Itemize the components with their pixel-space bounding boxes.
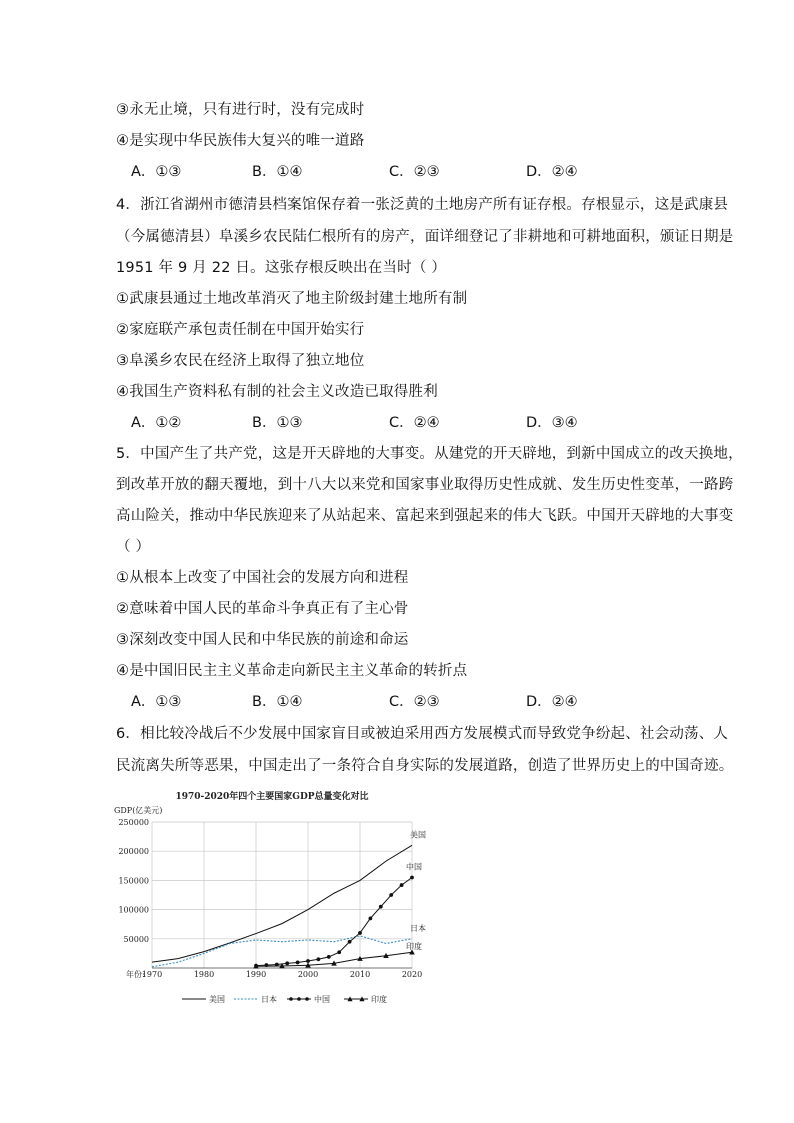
chart-ylabel: GDP(亿美元) (114, 806, 163, 815)
legend-label: 中国 (314, 995, 330, 1004)
series-line-0 (152, 845, 412, 962)
chart-xlabel: 年份: (126, 970, 145, 979)
y-tick-label: 200000 (118, 847, 149, 857)
q5-option-b: B．①④ (252, 694, 303, 710)
q5-item-2: ②意味着中国人民的革命斗争真正有了主心骨 (116, 601, 409, 617)
data-point-marker (389, 893, 393, 897)
x-tick-label: 1980 (193, 970, 215, 979)
q5-option-d: D．②④ (526, 694, 578, 710)
q3-item-3: ③永无止境，只有进行时，没有完成时 (116, 102, 365, 118)
legend-marker (289, 997, 293, 1001)
legend-marker (305, 997, 309, 1001)
data-point-marker (327, 955, 331, 959)
q3-item-4: ④是实现中华民族伟大复兴的唯一道路 (116, 133, 365, 149)
q5-stem-line-1: 5．中国产生了共产党，这是开天辟地的大事变。从建党的开天辟地，到新中国成立的改天换地， (116, 446, 743, 462)
y-tick-label: 100000 (118, 905, 149, 915)
q4-item-1: ①武康县通过土地改革消灭了地主阶级封建土地所有制 (116, 291, 468, 307)
q5-item-3: ③深刻改变中国人民和中华民族的前途和命运 (116, 632, 409, 648)
series-end-label: 印度 (406, 942, 422, 952)
data-point-marker (285, 961, 289, 965)
q4-stem-line-1: 4．浙江省湖州市德清县档案馆保存着一张泛黄的土地房产所有证存根。存根显示，这是武康县 (116, 197, 729, 213)
y-tick-label: 50000 (123, 934, 149, 944)
q3-option-d: D．②④ (526, 164, 578, 180)
chart-title: 1970-2020年四个主要国家GDP总量变化对比 (175, 792, 369, 802)
q4-option-a: A．①② (131, 415, 182, 431)
q4-option-c: C．②④ (389, 415, 440, 431)
q4-item-2: ②家庭联产承包责任制在中国开始实行 (116, 322, 365, 338)
x-tick-label: 1970 (141, 970, 163, 979)
data-point-marker (348, 940, 352, 944)
chart-legend (182, 994, 387, 1004)
q4-stem-line-2: （今属德清县）阜溪乡农民陆仁根所有的房产，面详细登记了非耕地和可耕地面积，颁证日期是 (116, 229, 734, 245)
series-line-2 (256, 877, 412, 965)
q4-item-4: ④我国生产资料私有制的社会主义改造已取得胜利 (116, 384, 438, 400)
series-end-label: 日本 (410, 923, 426, 933)
legend-label: 日本 (261, 995, 277, 1004)
data-point-marker (369, 916, 373, 920)
q4-stem-line-3: 1951 年 9 月 22 日。这张存根反映出在当时（ ） (116, 260, 447, 276)
q4-item-3: ③阜溪乡农民在经济上取得了独立地位 (116, 353, 365, 369)
x-tick-label: 1990 (245, 970, 267, 979)
data-point-marker (317, 957, 321, 961)
q3-option-c: C．②③ (389, 164, 440, 180)
data-point-marker (337, 950, 341, 954)
q5-option-a: A．①③ (131, 694, 182, 710)
chart-axes (118, 818, 422, 979)
data-point-marker (379, 905, 383, 909)
q4-option-d: D．③④ (526, 415, 578, 431)
legend-label: 美国 (209, 995, 225, 1004)
data-point-marker (400, 883, 404, 887)
series-line-1 (152, 936, 412, 967)
legend-marker (297, 997, 301, 1001)
data-point-marker (306, 959, 310, 963)
q5-option-c: C．②③ (389, 694, 440, 710)
q3-option-b: B．①④ (252, 164, 303, 180)
q6-stem-line-2: 民流离失所等恶果，中国走出了一条符合自身实际的发展道路，创造了世界历史上的中国奇迹。 (116, 758, 734, 774)
y-tick-label: 150000 (118, 876, 149, 886)
chart-series (152, 845, 415, 968)
series-end-label: 中国 (406, 862, 422, 872)
series-end-label: 美国 (410, 830, 426, 840)
data-point-marker (296, 961, 300, 965)
q6-stem-line-1: 6．相比较冷战后不少发展中国家盲目或被迫采用西方发展模式而导致党争纷起、社会动荡、人 (116, 726, 729, 742)
y-tick-label: 250000 (118, 818, 149, 827)
q4-option-b: B．①③ (252, 415, 303, 431)
data-point-marker (410, 876, 414, 880)
q5-stem-line-3: 高山险关，推动中华民族迎来了从站起来、富起来到强起来的伟大飞跃。中国开天辟地的大事变 (116, 508, 734, 524)
q5-stem-line-4: （ ） (116, 539, 151, 555)
q5-item-4: ④是中国旧民主主义革命走向新民主主义革命的转折点 (116, 663, 468, 679)
legend-label: 印度 (371, 995, 387, 1004)
q5-stem-line-2: 到改革开放的翻天覆地，到十八大以来党和国家事业取得历史性成就、发生历史性变革，一路跨 (116, 477, 734, 493)
q5-item-1: ①从根本上改变了中国社会的发展方向和进程 (116, 570, 409, 586)
x-tick-label: 2000 (297, 970, 319, 979)
chart-gridlines (152, 822, 412, 968)
data-point-marker (358, 931, 362, 935)
gdp-line-chart (112, 786, 432, 1016)
x-tick-label: 2010 (349, 970, 371, 979)
q3-option-a: A．①③ (131, 164, 182, 180)
x-tick-label: 2020 (401, 970, 423, 979)
